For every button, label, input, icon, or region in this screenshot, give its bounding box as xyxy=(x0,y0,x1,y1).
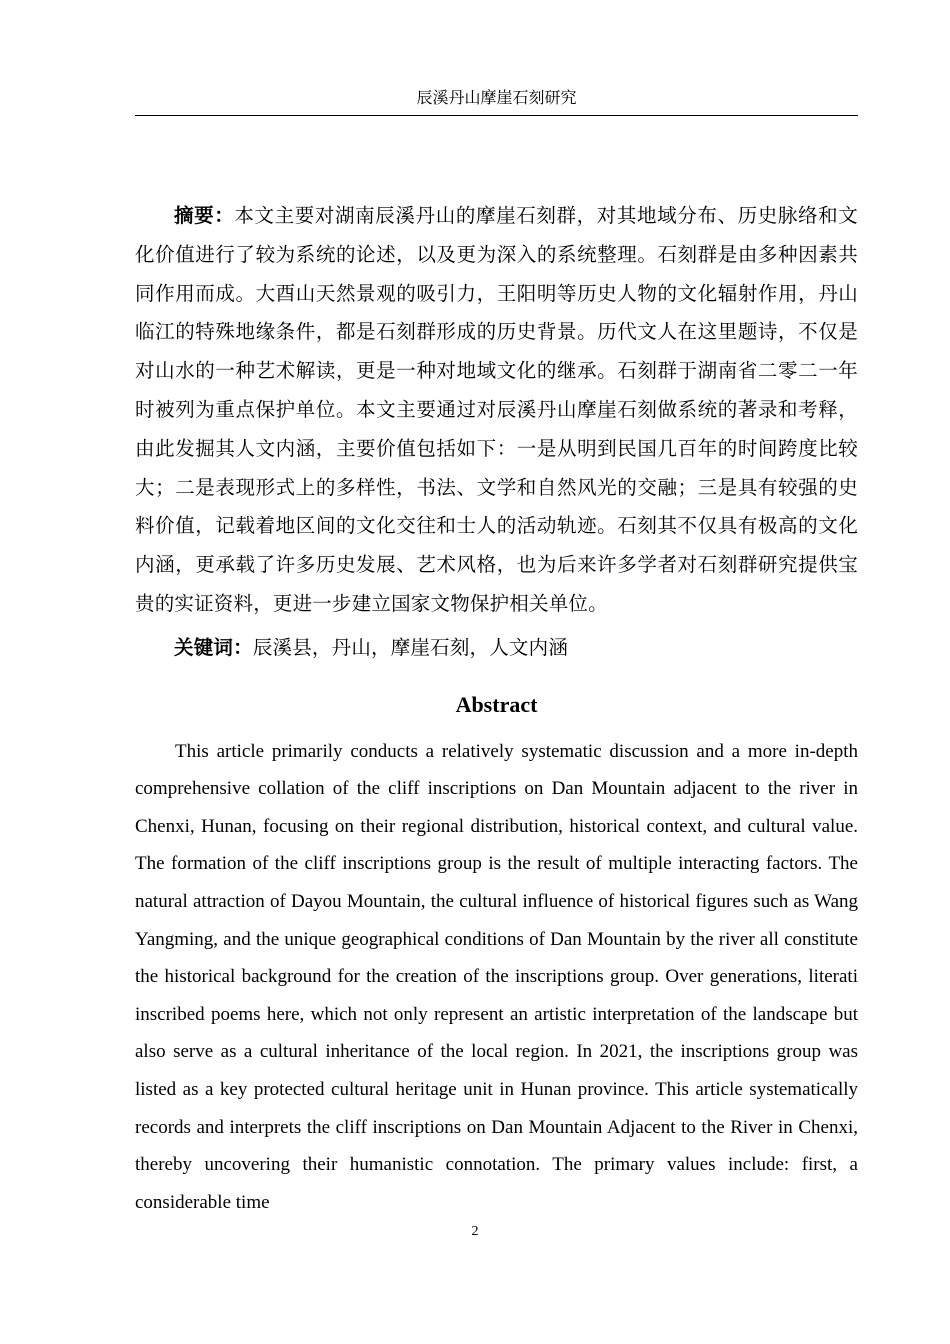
abstract-en-heading: Abstract xyxy=(455,691,538,717)
page-number: 2 xyxy=(471,1224,479,1239)
abstract-cn-text: 本文主要对湖南辰溪丹山的摩崖石刻群，对其地域分布、历史脉络和文化价值进行了较为系统的论述，以及更为深入的系统整理。石刻群是由多种因素共同作用而成。大酉山天然景观的吸引力，王阳明等历史人物的文化辐射作用，丹山临江的特殊地缘条件，都是石刻群形成的历史背景。历代文人在这里题诗，不仅是对山水的一种艺术解读，更是一种对地域文化的继承。石刻群于湖南省二零二一年时被列为重点保护单位。本文主要通过对辰溪丹山摩崖石刻做系统的著录和考释，由此发掘其人文内涵，主要价值包括如下：一是从明到民国几百年的时间跨度比较大；二是表现形式上的多样性，书法、文学和自然风光的交融；三是具有较强的史料价值，记载着地区间的文化交往和士人的活动轨迹。石刻其不仅具有极高的文化内涵，更承载了许多历史发展、艺术风格，也为后来许多学者对石刻群研究提供宝贵的实证资料，更进一步建立国家文物保护相关单位。 xyxy=(135,206,858,615)
abstract-en-paragraph: This article primarily conducts a relatively systematic discussion and a more in-depth comprehensive collation of the cliff inscriptions on Dan Mountain adjacent to the river in Chenxi, Hunan, focusing on their regional distribution, historical context, and cultural value. The formation of the cliff inscriptions group is the result of multiple interacting factors. The natural attraction of Dayou Mountain, the cultural influence of historical figures such as Wang Yangming, and the unique geographical conditions of Dan Mountain by the river all constitute the historical background for the creation of the inscriptions group. Over generations, literati inscribed poems here, which not only represent an artistic interpretation of the landscape but also serve as a cultural inheritance of the local region. In 2021, the inscriptions group was listed as a key protected cultural heritage unit in Hunan province. This article systematically records and interprets the cliff inscriptions on Dan Mountain Adjacent to the River in Chenxi, thereby uncovering their humanistic connotation. The primary values include: first, a considerable time xyxy=(135,740,858,1213)
keywords-label: 关键词： xyxy=(174,636,253,659)
page-content xyxy=(135,197,858,1221)
page-footer xyxy=(0,1224,950,1240)
keywords-text: 辰溪县，丹山，摩崖石刻，人文内涵 xyxy=(252,637,569,659)
abstract-cn-paragraph xyxy=(135,197,858,625)
keywords-paragraph xyxy=(135,629,858,669)
running-head-title: 辰溪丹山摩崖石刻研究 xyxy=(416,90,577,107)
page-header xyxy=(135,88,858,116)
abstract-cn-label: 摘要： xyxy=(174,205,235,227)
